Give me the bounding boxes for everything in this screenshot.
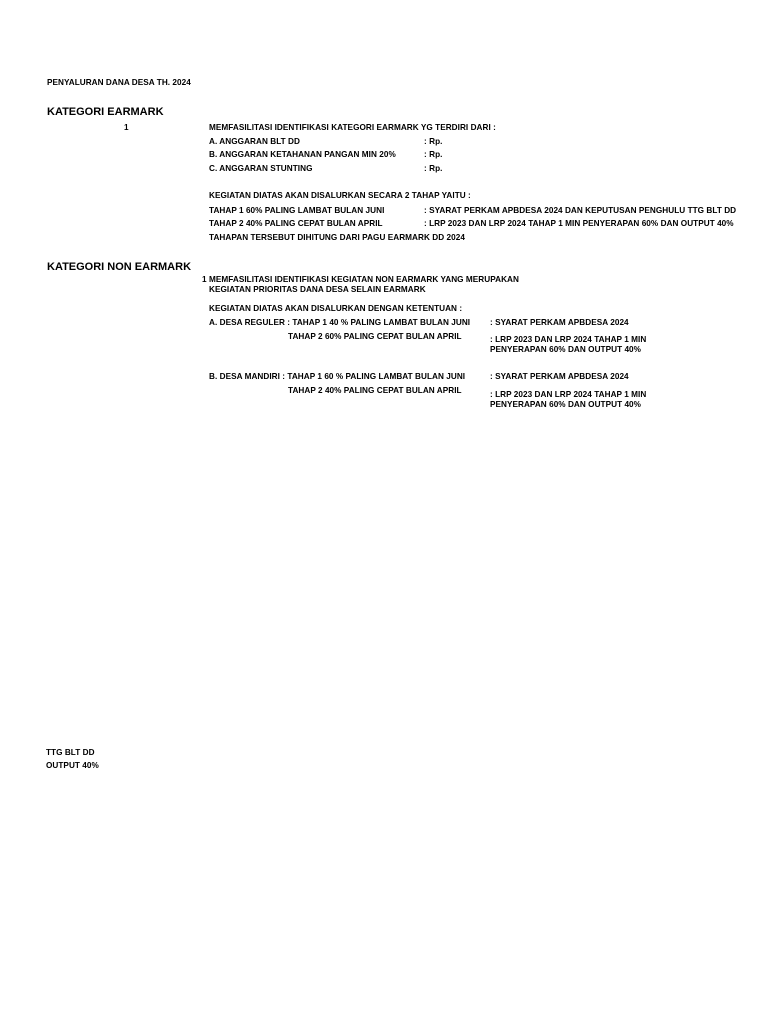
earmark-intro: MEMFASILITASI IDENTIFIKASI KATEGORI EARMARK YG TERDIRI DARI : [209, 123, 496, 132]
mandiri-stage-2-requirement-continued: PENYERAPAN 60% DAN OUTPUT 40% [490, 400, 641, 409]
earmark-stage-requirement: : LRP 2023 DAN LRP 2024 TAHAP 1 MIN PENYERAPAN 60% DAN OUTPUT 40% [424, 219, 734, 228]
earmark-distribution-intro: KEGIATAN DIATAS AKAN DISALURKAN SECARA 2 TAHAP YAITU : [209, 191, 471, 200]
reguler-stage-2-requirement-continued: PENYERAPAN 60% DAN OUTPUT 40% [490, 345, 641, 354]
mandiri-stage-2-requirement: : LRP 2023 DAN LRP 2024 TAHAP 1 MIN [490, 390, 647, 399]
earmark-item-value: : Rp. [424, 137, 443, 146]
reguler-stage-2: TAHAP 2 60% PALING CEPAT BULAN APRIL [288, 332, 462, 341]
earmark-stage-label: TAHAP 2 40% PALING CEPAT BULAN APRIL [209, 219, 383, 228]
mandiri-stage-2: TAHAP 2 40% PALING CEPAT BULAN APRIL [288, 386, 462, 395]
earmark-stage-label: TAHAP 1 60% PALING LAMBAT BULAN JUNI [209, 206, 385, 215]
earmark-item-label: A. ANGGARAN BLT DD [209, 137, 300, 146]
reguler-stage-1-requirement: : SYARAT PERKAM APBDESA 2024 [490, 318, 629, 327]
reguler-stage-2-requirement: : LRP 2023 DAN LRP 2024 TAHAP 1 MIN [490, 335, 647, 344]
earmark-item-label: B. ANGGARAN KETAHANAN PANGAN MIN 20% [209, 150, 396, 159]
non-earmark-heading: KATEGORI NON EARMARK [47, 261, 192, 273]
overflow-text-output: OUTPUT 40% [46, 761, 99, 770]
earmark-item-label: C. ANGGARAN STUNTING [209, 164, 313, 173]
earmark-note: TAHAPAN TERSEBUT DIHITUNG DARI PAGU EARMARK DD 2024 [209, 233, 465, 242]
document-title: PENYALURAN DANA DESA TH. 2024 [47, 78, 191, 87]
non-earmark-distribution-intro: KEGIATAN DIATAS AKAN DISALURKAN DENGAN KETENTUAN : [209, 304, 463, 313]
earmark-item-value: : Rp. [424, 164, 443, 173]
reguler-stage-1: A. DESA REGULER : TAHAP 1 40 % PALING LAMBAT BULAN JUNI [209, 318, 471, 327]
earmark-stage-requirement: : SYARAT PERKAM APBDESA 2024 DAN KEPUTUSAN PENGHULU TTG BLT DD [424, 206, 737, 215]
earmark-item-number: 1 [124, 123, 129, 132]
mandiri-stage-1: B. DESA MANDIRI : TAHAP 1 60 % PALING LAMBAT BULAN JUNI [209, 372, 466, 381]
overflow-text-blt: TTG BLT DD [46, 748, 95, 757]
non-earmark-intro: MEMFASILITASI IDENTIFIKASI KEGIATAN NON EARMARK YANG MERUPAKAN [209, 275, 519, 284]
earmark-item-value: : Rp. [424, 150, 443, 159]
earmark-heading: KATEGORI EARMARK [47, 106, 164, 118]
non-earmark-item-number: 1 [202, 275, 207, 284]
mandiri-stage-1-requirement: : SYARAT PERKAM APBDESA 2024 [490, 372, 629, 381]
non-earmark-intro-continued: KEGIATAN PRIORITAS DANA DESA SELAIN EARMARK [209, 285, 426, 294]
